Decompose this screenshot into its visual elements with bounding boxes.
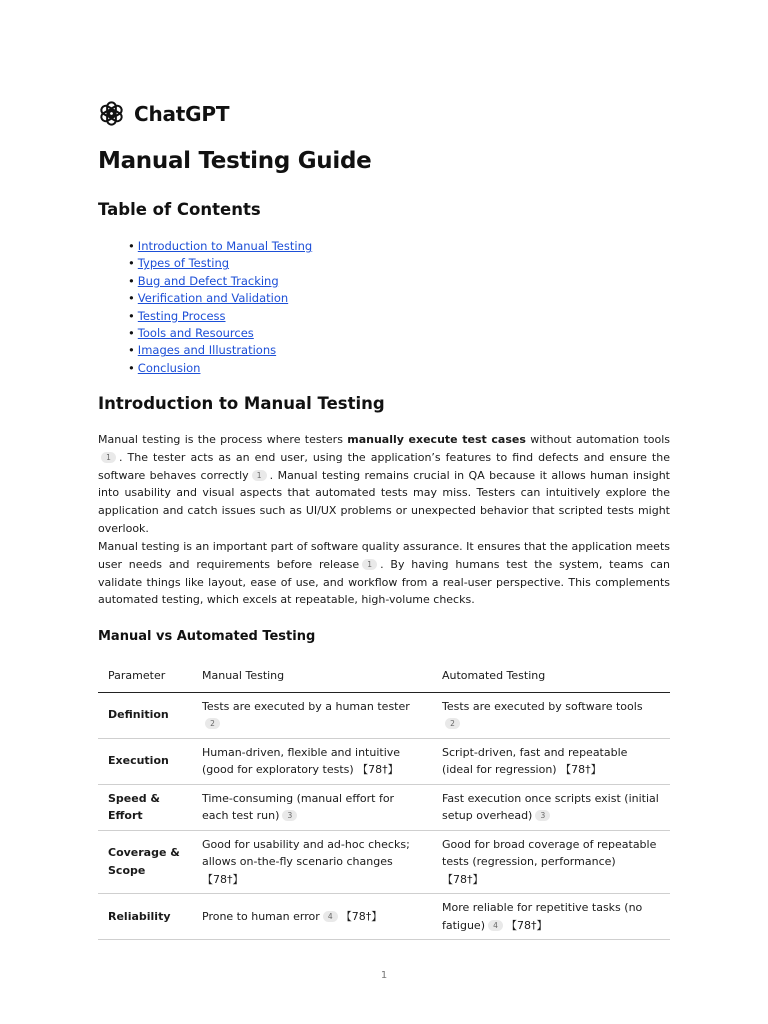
text: . The tester acts as an end user, using the application’s features to find defects and ensure the software behaves correctly xyxy=(98,450,670,482)
toc-link-types-of-testing[interactable]: Types of Testing xyxy=(137,256,230,271)
toc-item xyxy=(128,255,312,272)
citation-badge[interactable]: 4 xyxy=(488,920,503,931)
cell-text: Tests are executed by a human tester xyxy=(202,699,410,713)
text: Manual testing is an important part of software quality assurance. It ensures that the application meets user needs and requirements before release xyxy=(98,540,670,571)
reference-marker: 【78†】 xyxy=(442,872,484,886)
toc-item xyxy=(128,342,312,359)
toc-link-testing-process[interactable]: Testing Process xyxy=(137,308,226,323)
toc-item xyxy=(128,360,312,377)
citation-badge[interactable]: 1 xyxy=(252,470,267,481)
text: without automation tools xyxy=(525,433,671,446)
column-header-parameter: Parameter xyxy=(98,660,192,692)
intro-paragraph-1 xyxy=(98,431,670,538)
row-parameter: Execution xyxy=(98,738,192,784)
column-header-manual: Manual Testing xyxy=(192,660,432,692)
automated-cell xyxy=(432,784,670,830)
automated-cell xyxy=(432,738,670,784)
table-row xyxy=(98,784,670,830)
toc-bullet: • xyxy=(128,308,135,323)
cell-text: Time-consuming (manual effort for each test run) xyxy=(202,791,395,822)
text: Manual testing is the process where testers xyxy=(98,433,348,446)
toc-bullet: • xyxy=(128,273,135,288)
toc-bullet: • xyxy=(128,360,135,375)
row-parameter: Coverage & Scope xyxy=(98,830,192,894)
text: . By having humans test the system, teams can validate things like layout, ease of use, and workflow from a real-user perspective. This complements automated testing, which excels at repeatable, high-volume checks. xyxy=(98,557,670,607)
toc-heading: Table of Contents xyxy=(98,200,261,219)
cell-text: Good for broad coverage of repeatable tests (regression, performance) xyxy=(442,837,657,868)
comparison-table xyxy=(98,660,670,940)
reference-marker: 【78†】 xyxy=(202,872,244,886)
manual-cell xyxy=(192,894,432,940)
citation-badge[interactable]: 1 xyxy=(101,452,116,463)
row-parameter: Reliability xyxy=(98,894,192,940)
bold-text: manually execute test cases xyxy=(347,433,526,446)
toc-item xyxy=(128,290,312,307)
toc-bullet: • xyxy=(128,326,135,341)
citation-badge[interactable]: 1 xyxy=(362,559,377,570)
row-parameter: Speed & Effort xyxy=(98,784,192,830)
text: . Manual testing remains crucial in QA because it allows human insight into usability and visual aspects that automated tests may miss. Testers can intuitively explore the application and catch issues such as UI/UX problems or unexpected behavior that scripted tests might overlook. xyxy=(98,468,671,535)
subsection-heading-comparison: Manual vs Automated Testing xyxy=(98,629,316,644)
table-header-row xyxy=(98,660,670,692)
section-heading-introduction: Introduction to Manual Testing xyxy=(98,394,385,413)
logo-text: ChatGPT xyxy=(134,101,230,126)
citation-badge[interactable]: 4 xyxy=(323,911,338,922)
toc-link-bug-tracking[interactable]: Bug and Defect Tracking xyxy=(137,273,279,288)
toc-bullet: • xyxy=(128,239,135,253)
table-row xyxy=(98,692,670,738)
reference-marker: 【78†】 xyxy=(357,763,399,776)
cell-text: Script-driven, fast and repeatable (ideal for regression) xyxy=(442,745,628,776)
page-number: 1 xyxy=(380,970,388,981)
toc-bullet: • xyxy=(128,291,135,306)
citation-badge[interactable]: 3 xyxy=(282,810,297,821)
cell-text: Good for usability and ad-hoc checks; allows on-the-fly scenario changes xyxy=(202,837,410,868)
openai-logo-icon xyxy=(98,100,125,127)
citation-badge[interactable]: 2 xyxy=(445,718,460,729)
automated-cell xyxy=(432,894,670,940)
intro-paragraph-2 xyxy=(98,538,670,609)
toc-item xyxy=(128,238,312,255)
document-title: Manual Testing Guide xyxy=(98,148,372,174)
table-of-contents xyxy=(128,238,312,377)
manual-cell xyxy=(192,830,432,894)
table-row xyxy=(98,738,670,784)
cell-text: Human-driven, flexible and intuitive (good for exploratory tests) xyxy=(202,745,401,776)
citation-badge[interactable]: 2 xyxy=(205,718,220,729)
toc-link-conclusion[interactable]: Conclusion xyxy=(137,360,201,375)
row-parameter: Definition xyxy=(98,692,192,738)
table-row xyxy=(98,894,670,940)
toc-link-introduction[interactable]: Introduction to Manual Testing xyxy=(137,239,313,253)
automated-cell xyxy=(432,692,670,738)
manual-cell xyxy=(192,692,432,738)
manual-cell xyxy=(192,738,432,784)
cell-text: Prone to human error xyxy=(202,909,320,923)
citation-badge[interactable]: 3 xyxy=(535,810,550,821)
reference-marker: 【78†】 xyxy=(506,918,548,932)
toc-bullet: • xyxy=(128,343,135,358)
table-row xyxy=(98,830,670,894)
toc-bullet: • xyxy=(128,256,135,271)
toc-item xyxy=(128,325,312,342)
automated-cell xyxy=(432,830,670,894)
reference-marker: 【78†】 xyxy=(340,909,383,923)
chatgpt-logo xyxy=(98,100,229,127)
column-header-automated: Automated Testing xyxy=(432,660,670,692)
reference-marker: 【78†】 xyxy=(560,763,602,776)
toc-item xyxy=(128,273,312,290)
toc-link-verification[interactable]: Verification and Validation xyxy=(137,291,289,306)
toc-item xyxy=(128,308,312,325)
cell-text: Tests are executed by software tools xyxy=(442,699,643,713)
manual-cell xyxy=(192,784,432,830)
toc-link-images[interactable]: Images and Illustrations xyxy=(137,343,277,358)
cell-text: Fast execution once scripts exist (initial setup overhead) xyxy=(442,791,659,822)
toc-link-tools[interactable]: Tools and Resources xyxy=(137,326,254,341)
cell-text: More reliable for repetitive tasks (no fatigue) xyxy=(442,901,643,932)
